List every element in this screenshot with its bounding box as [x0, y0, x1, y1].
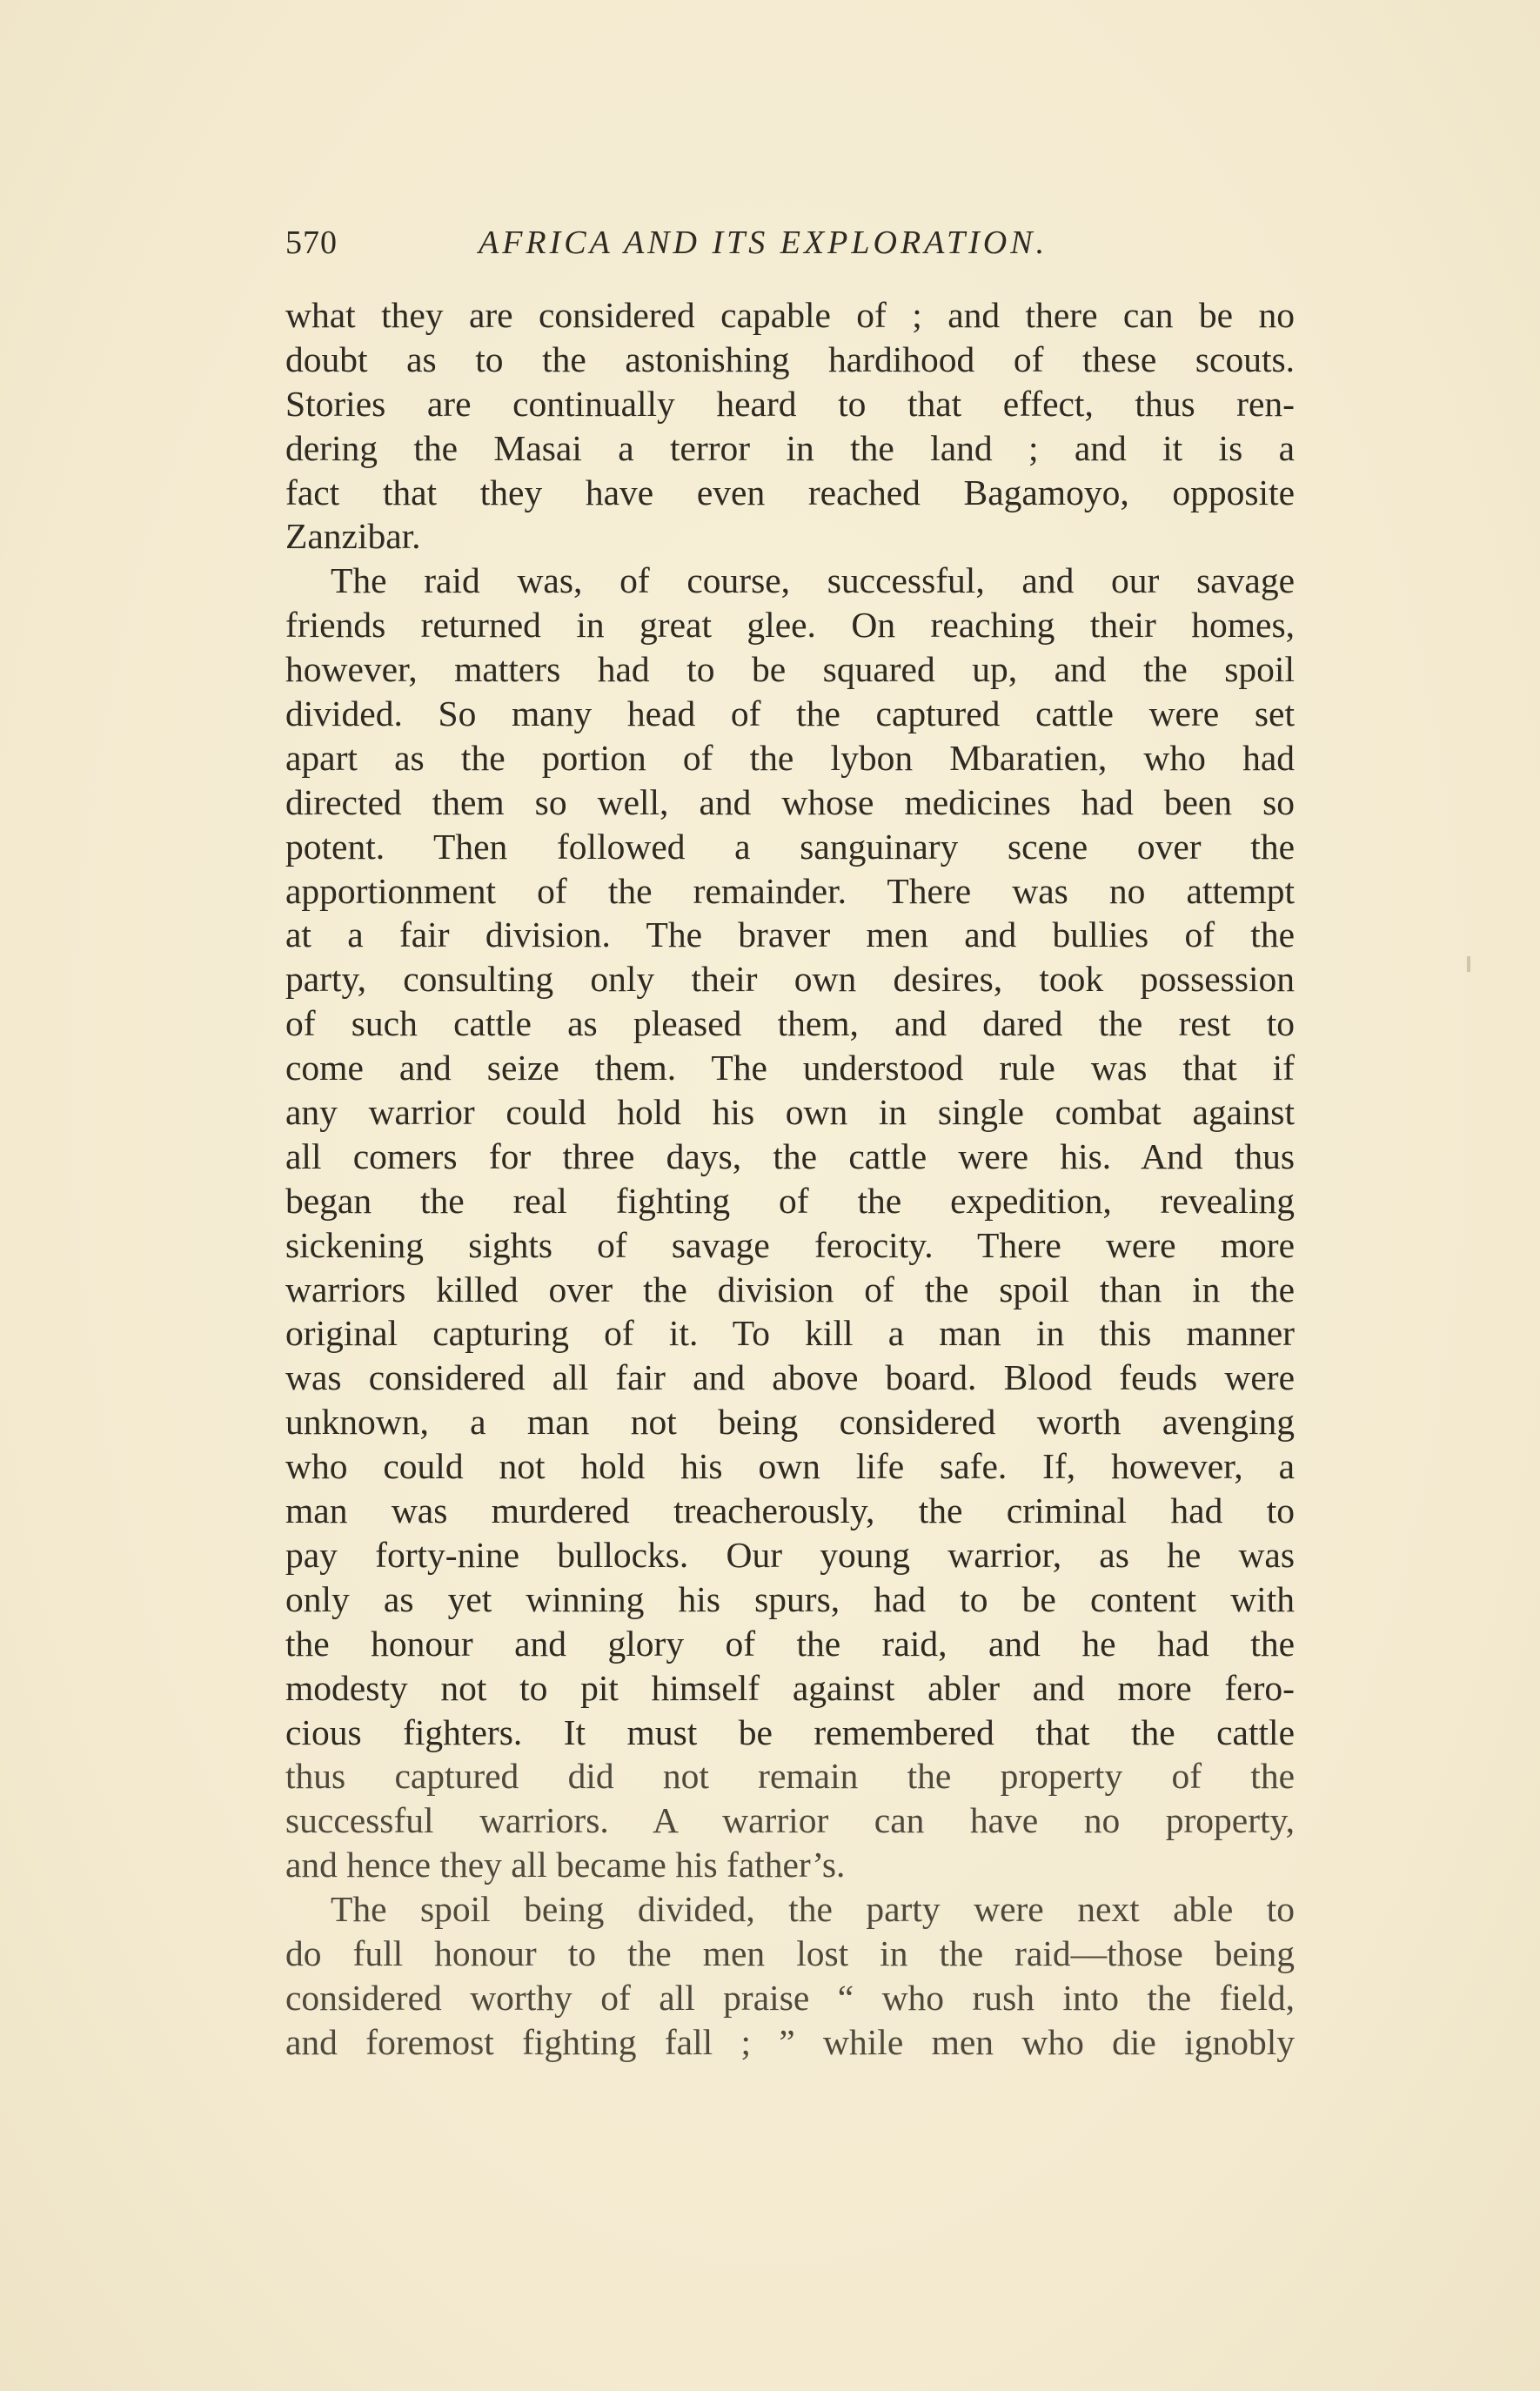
- text-line: who could not hold his own life safe. If, however, a: [285, 1446, 1295, 1487]
- text-line: apportionment of the remainder. There was no attempt: [285, 870, 1295, 911]
- text-line: pay forty-nine bullocks. Our young warrior, as he was: [285, 1534, 1295, 1575]
- text-line: friends returned in great glee. On reaching their homes,: [285, 605, 1295, 646]
- text-line: Stories are continually heard to that effect, thus ren-: [285, 383, 1295, 424]
- text-line: do full honour to the men lost in the raid—those being: [285, 1932, 1295, 1973]
- page-header: [285, 219, 1295, 266]
- page-number: 570: [285, 224, 338, 261]
- text-line: what they are considered capable of ; and there can be no: [285, 295, 1295, 335]
- page-blemish: [1467, 956, 1470, 972]
- text-line: and hence they all became his father’s.: [285, 1845, 846, 1885]
- text-line: and foremost fighting fall ; ” while men who die ignobly: [285, 2021, 1295, 2062]
- text-line: however, matters had to be squared up, and the spoil: [285, 649, 1295, 690]
- text-line: only as yet winning his spurs, had to be content with: [285, 1578, 1295, 1619]
- body-text: [285, 293, 1295, 2065]
- text-line: come and seize them. The understood rule was that if: [285, 1048, 1295, 1088]
- text-line: warriors killed over the division of the spoil than in the: [285, 1269, 1295, 1309]
- text-line: divided. So many head of the captured cattle were set: [285, 693, 1295, 734]
- text-line: directed them so well, and whose medicines had been so: [285, 781, 1295, 822]
- text-line: at a fair division. The braver men and bullies of the: [285, 914, 1295, 955]
- text-line: considered worthy of all praise “ who rush into the field,: [285, 1977, 1295, 2018]
- text-line: sickening sights of savage ferocity. There were more: [285, 1224, 1295, 1265]
- text-line: doubt as to the astonishing hardihood of these scouts.: [285, 338, 1295, 379]
- text-line: fact that they have even reached Bagamoyo, opposite: [285, 472, 1295, 512]
- text-line: the honour and glory of the raid, and he had the: [285, 1623, 1295, 1664]
- text-line: all comers for three days, the cattle were his. And thus: [285, 1135, 1295, 1176]
- text-line: modesty not to pit himself against abler and more fero-: [285, 1667, 1295, 1708]
- text-line: thus captured did not remain the property of the: [285, 1756, 1295, 1797]
- text-line: began the real fighting of the expedition, revealing: [285, 1180, 1295, 1221]
- text-line: potent. Then followed a sanguinary scene over the: [285, 826, 1295, 867]
- text-line: Zanzibar.: [285, 516, 421, 557]
- text-line: was considered all fair and above board. Blood feuds were: [285, 1357, 1295, 1398]
- text-line: apart as the portion of the lybon Mbaratien, who had: [285, 737, 1295, 778]
- text-line: party, consulting only their own desires, took possession: [285, 959, 1295, 1000]
- text-line: The raid was, of course, successful, and our savage: [331, 560, 1295, 601]
- text-line: dering the Masai a terror in the land ; and it is a: [285, 427, 1295, 468]
- text-line: any warrior could hold his own in single combat against: [285, 1092, 1295, 1133]
- text-line: cious fighters. It must be remembered that the cattle: [285, 1711, 1295, 1752]
- text-line: The spoil being divided, the party were next able to: [331, 1889, 1295, 1930]
- text-line: unknown, a man not being considered worth avenging: [285, 1402, 1295, 1443]
- text-line: of such cattle as pleased them, and dared the rest to: [285, 1003, 1295, 1044]
- running-title: AFRICA AND ITS EXPLORATION.: [479, 224, 1048, 261]
- text-line: man was murdered treacherously, the criminal had to: [285, 1490, 1295, 1531]
- text-line: successful warriors. A warrior can have no property,: [285, 1800, 1295, 1841]
- text-line: original capturing of it. To kill a man in this manner: [285, 1313, 1295, 1354]
